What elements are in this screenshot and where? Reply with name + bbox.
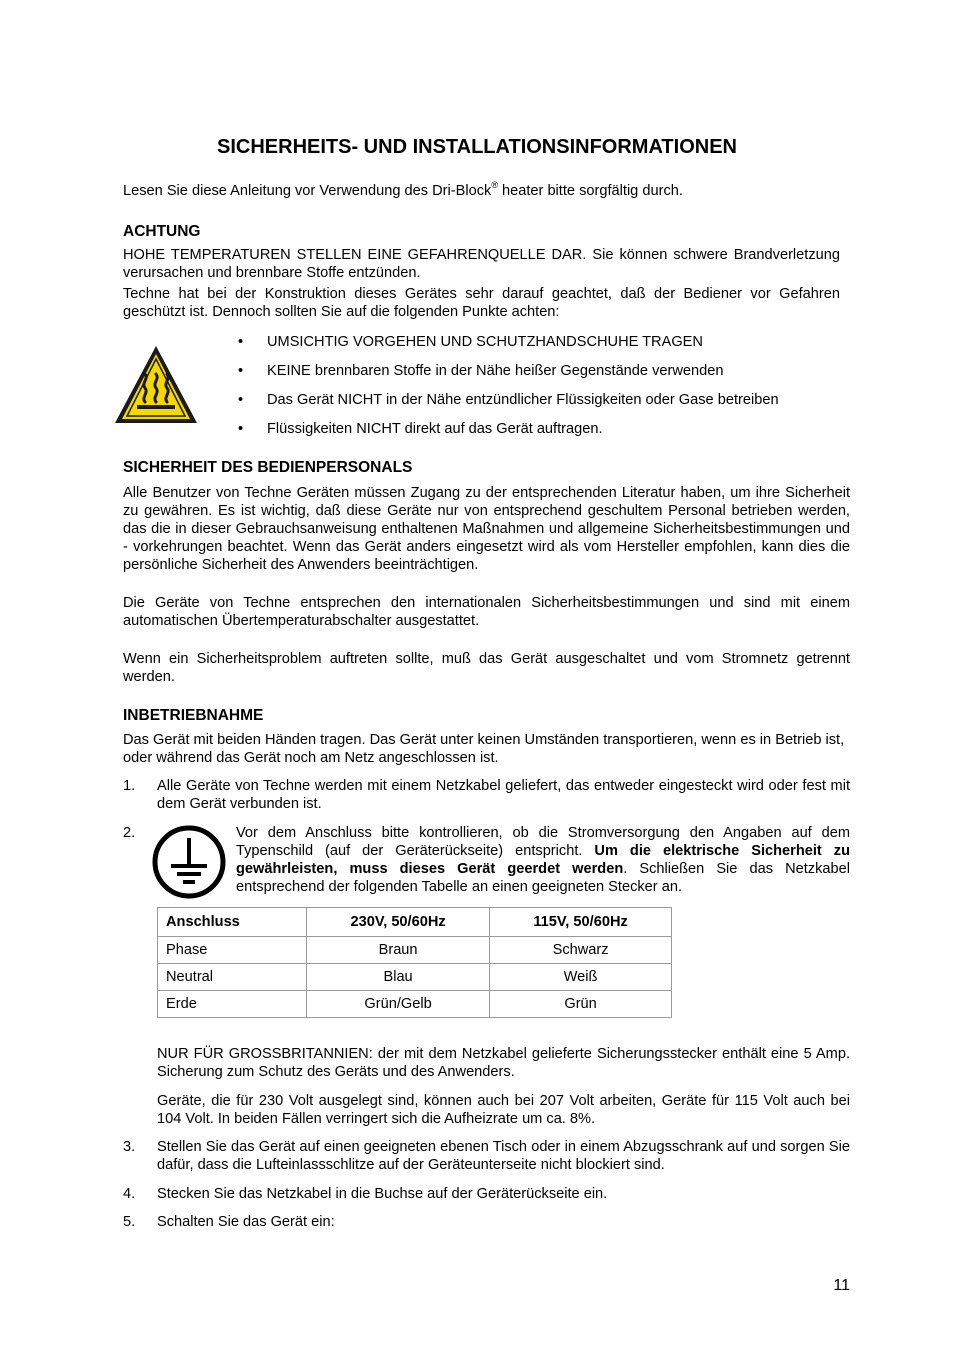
commissioning-heading: INBETRIEBNAHME — [123, 707, 264, 724]
table-cell: Braun — [307, 937, 490, 964]
commissioning-paragraph: Das Gerät mit beiden Händen tragen. Das Gerät unter keinen Umständen transportieren, wenn es in Betrieb ist, oder während das Gerät noch am Netz angeschlossen ist. — [123, 732, 845, 766]
achtung-bullet-list — [238, 333, 838, 443]
page-number: 11 — [833, 1277, 850, 1294]
protective-earth-icon — [152, 824, 228, 900]
item-number: 3. — [123, 1139, 136, 1155]
bullet-glyph: • — [238, 334, 244, 350]
item-number: 2. — [123, 825, 136, 841]
item-number: 5. — [123, 1214, 136, 1230]
intro-text — [123, 182, 850, 200]
table-cell: Neutral — [158, 964, 307, 991]
registered-mark: ® — [491, 180, 498, 191]
item-2-text — [236, 824, 850, 896]
item-3-text: Stellen Sie das Gerät auf einen geeigneten ebenen Tisch oder in einem Abzugsschrank auf und sorgen Sie dafür, dass die Lufteinlassschlitze auf der Geräteunterseite nicht blockiert sind. — [157, 1139, 850, 1173]
table-cell: Blau — [307, 964, 490, 991]
table-cell: Weiß — [490, 964, 672, 991]
bullet-glyph: • — [238, 363, 244, 379]
item-1-text: Alle Geräte von Techne werden mit einem Netzkabel geliefert, das entweder eingesteckt wird oder fest mit dem Gerät verbunden ist. — [157, 778, 850, 812]
table-cell: Grün — [490, 991, 672, 1018]
item-2-bold-text: Um die elektrische Sicherheit zu gewährleisten, muss dieses Gerät geerdet werden — [236, 843, 850, 877]
table-header: 230V, 50/60Hz — [307, 908, 490, 937]
page-title: SICHERHEITS- UND INSTALLATIONSINFORMATIONEN — [217, 136, 737, 158]
achtung-paragraph-2: Techne hat bei der Konstruktion dieses Gerätes sehr darauf geachtet, daß der Bediener vor Gefahren geschützt ist. Dennoch sollten Sie auf die folgenden Punkte achten: — [123, 286, 840, 320]
table-row — [158, 991, 672, 1018]
uk-note: NUR FÜR GROSSBRITANNIEN: der mit dem Netzkabel gelieferte Sicherungsstecker enthält eine 5 Amp. Sicherung zum Schutz des Geräts und des Anwenders. — [157, 1046, 850, 1080]
table-header: 115V, 50/60Hz — [490, 908, 672, 937]
table-header-row — [158, 908, 672, 937]
item-2-text-part: Vor dem Anschluss bitte kontrollieren, ob die Stromversorgung den Angaben auf dem Typenschild (auf der Geräterückseite) entspricht. — [236, 825, 850, 859]
item-number: 1. — [123, 778, 136, 794]
bullet-glyph: • — [238, 392, 244, 408]
wiring-table — [157, 907, 672, 1018]
bullet-glyph: • — [238, 421, 244, 437]
bullet-text: Das Gerät NICHT in der Nähe entzündlicher Flüssigkeiten oder Gase betreiben — [267, 392, 779, 408]
item-number: 4. — [123, 1186, 136, 1202]
voltage-note: Geräte, die für 230 Volt ausgelegt sind, können auch bei 207 Volt arbeiten, Geräte für 115 Volt auch bei 104 Volt. In beiden Fällen verringert sich die Aufheizrate um ca. 8%. — [157, 1093, 850, 1127]
table-cell: Schwarz — [490, 937, 672, 964]
table-cell: Grün/Gelb — [307, 991, 490, 1018]
table-row — [158, 964, 672, 991]
achtung-paragraph-1: HOHE TEMPERATUREN STELLEN EINE GEFAHRENQUELLE DAR. Sie können schwere Brandverletzung verursachen und brennbare Stoffe entzünden. — [123, 247, 840, 281]
intro-before: Lesen Sie diese Anleitung vor Verwendung des Dri-Block — [123, 183, 492, 199]
bullet-text: KEINE brennbaren Stoffe in der Nähe heißer Gegenstände verwenden — [267, 363, 724, 379]
table-cell: Phase — [158, 937, 307, 964]
item-2-text-part: . Schließen Sie das Netzkabel entsprechend der folgenden Tabelle an einen geeigneten Stecker an. — [236, 861, 850, 895]
hot-surface-warning-icon — [113, 344, 199, 426]
table-cell: Erde — [158, 991, 307, 1018]
achtung-heading: ACHTUNG — [123, 223, 201, 240]
item-4-text: Stecken Sie das Netzkabel in die Buchse auf der Geräterückseite ein. — [157, 1186, 608, 1202]
operator-paragraph-3: Wenn ein Sicherheitsproblem auftreten sollte, muß das Gerät ausgeschaltet und vom Stromnetz getrennt werden. — [123, 651, 850, 685]
operator-paragraph-1: Alle Benutzer von Techne Geräten müssen Zugang zu der entsprechenden Literatur haben, um ihre Sicherheit zu gewähren. Es ist wichtig, daß diese Geräte nur von entsprechend geschultem Personal betrieben werden, das die in dieser Gebrauchsanweisung enthaltenen Maßnahmen und allgemeine Sicherheitsbestimmungen und - vorkehrungen beachtet. Wenn das Gerät anders eingesetzt wird als vom Hersteller empfohlen, kann dies die persönliche Sicherheit des Anwenders beeinträchtigen. — [123, 485, 850, 573]
intro-after: heater bitte sorgfältig durch. — [497, 183, 683, 199]
table-row — [158, 937, 672, 964]
item-5-text: Schalten Sie das Gerät ein: — [157, 1214, 335, 1230]
bullet-text: UMSICHTIG VORGEHEN UND SCHUTZHANDSCHUHE TRAGEN — [267, 334, 703, 350]
operator-paragraph-2: Die Geräte von Techne entsprechen den internationalen Sicherheitsbestimmungen und sind mit einem automatischen Übertemperaturabschalter ausgestattet. — [123, 595, 850, 629]
operator-safety-heading: SICHERHEIT DES BEDIENPERSONALS — [123, 459, 413, 476]
table-header: Anschluss — [158, 908, 307, 937]
bullet-text: Flüssigkeiten NICHT direkt auf das Gerät auftragen. — [267, 421, 603, 437]
